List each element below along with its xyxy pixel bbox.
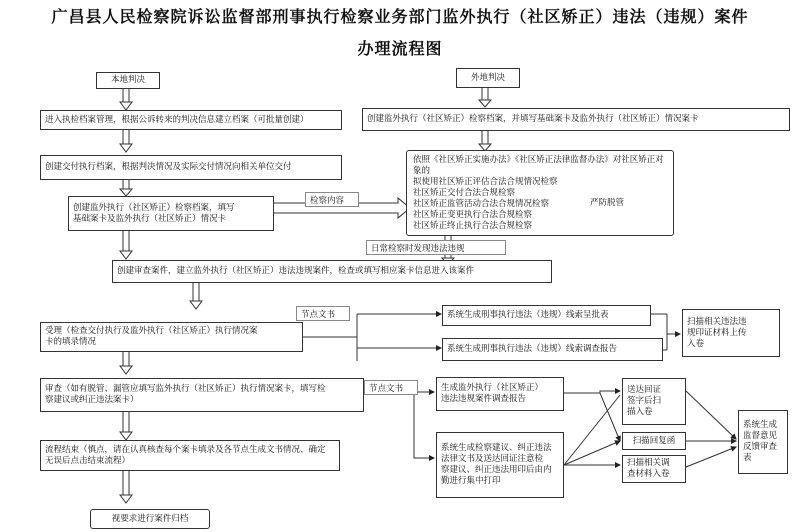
check-item-supervision: 社区矫正监管活动合法合规情况检察: [413, 199, 550, 209]
create-remote-archive-box: 创建监外执行（社区矫正）检察档案，并填写基础案卡及监外执行（社区矫正）情况案卡: [362, 108, 790, 131]
gen-investigation-report-box: 生成监外执行（社区矫正） 违法违规案件调查报告: [436, 377, 564, 411]
daily-found-tag: 日常检察时发现违法违规: [366, 240, 506, 255]
scan-investigation-materials-box: 扫描相关调 查材料入卷: [622, 455, 686, 483]
feedback-review-box: 系统生成 监督意见 反馈审查 表: [738, 410, 788, 474]
clue-report-box: 系统生成刑事执行违法（违规）线索调查报告: [442, 338, 663, 361]
local-judgment-box: 本地判决: [96, 72, 160, 89]
prevent-escape-label: 严防脱管: [590, 198, 625, 208]
gen-legal-docs-box: 系统生成检察建议、纠正违法 法律文书及送达回证注意检 察建议、纠正违法用印后由内 勤进行集中打印: [436, 432, 564, 498]
node-doc-tag-1: 节点文书: [296, 306, 350, 321]
remote-judgment-box: 外地判决: [456, 68, 520, 88]
check-items-box: [406, 150, 674, 236]
review-box: 审查（如有脱管、漏管应填写监外执行（社区矫正）执行情况案卡，填写检 察建议或纠正违法案卡）: [40, 378, 364, 412]
delivery-receipt-box: 送达回证 签字后扫 描入卷: [622, 378, 686, 425]
create-local-archive-box: 创建监外执行（社区矫正）检察档案，填写 基础案卡及监外执行（社区矫正）情况卡: [68, 196, 274, 231]
archive-content-tag: 检察内容: [305, 192, 359, 207]
check-items-heading: 依照《社区矫正实施办法》《社区矫正法律监督办法》对社区矫正对象的 拟使用社区矫正评估合法合规情况检察: [413, 155, 664, 187]
create-review-case-box: 创建审查案件，建立监外执行（社区矫正）违法违规案件，检查或填写相应案卡信息进入该案件: [112, 260, 552, 283]
check-item-change: 社区矫正变更执行合法合规检察: [413, 210, 533, 220]
create-delivery-archive-box: 创建交付执行档案，根据判决情况及实际交付情况向相关单位交付: [40, 155, 342, 180]
scan-clue-materials-box: 扫描相关违法违 规印证材料上传 入卷: [682, 309, 780, 357]
diagram-title-line1: 广昌县人民检察院诉讼监督部刑事执行检察业务部门监外执行（社区矫正）违法（违规）案件: [51, 7, 749, 26]
accept-box: 受理（检查交付执行及监外执行（社区矫正）执行情况案 卡的填录情况: [40, 322, 303, 352]
diagram-title-line2: 办理流程图: [357, 39, 443, 58]
case-archive-box: 视要求进行案件归档: [90, 509, 210, 529]
scan-reply-box: 扫描回复函: [622, 432, 686, 450]
clue-approval-box: 系统生成刑事执行违法（违规）线索呈批表: [442, 305, 651, 326]
check-item-delivery: 社区矫正交付合法合规检察: [413, 188, 516, 198]
check-item-termination: 社区矫正终止执行合法合规检察: [413, 221, 533, 231]
node-doc-tag-2: 节点文书: [364, 380, 418, 395]
enter-archive-box: 进入执检档案管理，根据公诉转来的判决信息建立档案（可批量创建）: [40, 110, 342, 130]
end-flow-box: 流程结束（慎点，请在认真核查每个案卡填录及各节点生成文书情况、确定 无误后点击结束流程）: [40, 440, 340, 471]
